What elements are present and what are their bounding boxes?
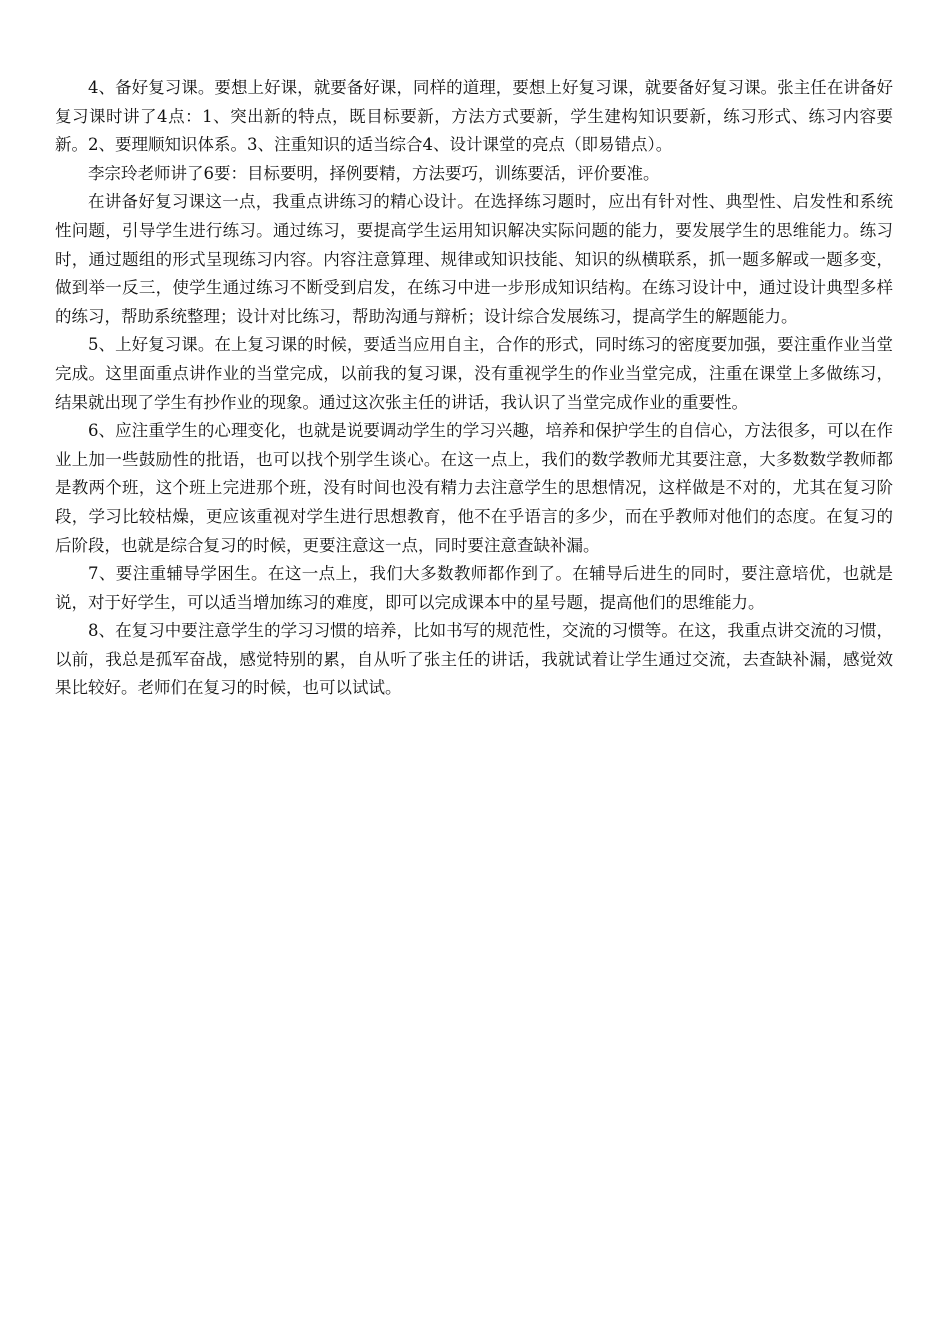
- paragraph-six-requirements: 李宗玲老师讲了6要：目标要明，择例要精，方法要巧，训练要活，评价要准。: [88, 163, 660, 183]
- paragraph-teach-review-lesson: 5、上好复习课。在上复习课的时候，要适当应用自主，合作的形式，同时练习的密度要加强，要注重作业当堂完成。这里面重点讲作业的当堂完成，以前我的复习课，没有重视学生的作业当堂完成，注重在课堂上多做练习，结果就出现了学生有抄作业的现象。通过这次张主任的讲话，我认识了当堂完成作业的重要性。: [55, 335, 893, 412]
- paragraph-tutor-struggling-students: 7、要注重辅导学困生。在这一点上，我们大多数教师都作到了。在辅导后进生的同时，要注意培优，也就是说，对于好学生，可以适当增加练习的难度，即可以完成课本中的星号题，提高他们的思维能力。: [55, 564, 893, 612]
- document-page: [55, 74, 893, 703]
- paragraph-learning-habits: 8、在复习中要注意学生的学习习惯的培养，比如书写的规范性，交流的习惯等。在这，我重点讲交流的习惯，以前，我总是孤军奋战，感觉特别的累，自从听了张主任的讲话，我就试着让学生通过交流，去查缺补漏，感觉效果比较好。老师们在复习的时候，也可以试试。: [55, 621, 893, 698]
- paragraph-exercise-design: 在讲备好复习课这一点，我重点讲练习的精心设计。在选择练习题时，应出有针对性、典型性、启发性和系统性问题，引导学生进行练习。通过练习，要提高学生运用知识解决实际问题的能力，要发展学生的思维能力。练习时，通过题组的形式呈现练习内容。内容注意算理、规律或知识技能、知识的纵横联系，抓一题多解或一题多变，做到举一反三，使学生通过练习不断受到启发，在练习中进一步形成知识结构。在练习设计中，通过设计典型多样的练习，帮助系统整理；设计对比练习，帮助沟通与辩析；设计综合发展练习，提高学生的解题能力。: [55, 192, 893, 326]
- paragraph-student-psychology: 6、应注重学生的心理变化，也就是说要调动学生的学习兴趣，培养和保护学生的自信心，方法很多，可以在作业上加一些鼓励性的批语，也可以找个别学生谈心。在这一点上，我们的数学教师尤其要注意，大多数数学教师都是教两个班，这个班上完进那个班，没有时间也没有精力去注意学生的思想情况，这样做是不对的，尤其在复习阶段，学习比较枯燥，更应该重视对学生进行思想教育，他不在乎语言的多少，而在乎教师对他们的态度。在复习的后阶段，也就是综合复习的时候，更要注意这一点，同时要注意查缺补漏。: [55, 421, 893, 555]
- paragraph-prepare-review-lesson: 4、备好复习课。要想上好课，就要备好课，同样的道理，要想上好复习课，就要备好复习课。张主任在讲备好复习课时讲了4点：1、突出新的特点，既目标要新，方法方式要新，学生建构知识要新，练习形式、练习内容要新。2、要理顺知识体系。3、注重知识的适当综合4、设计课堂的亮点（即易错点）。: [55, 78, 893, 155]
